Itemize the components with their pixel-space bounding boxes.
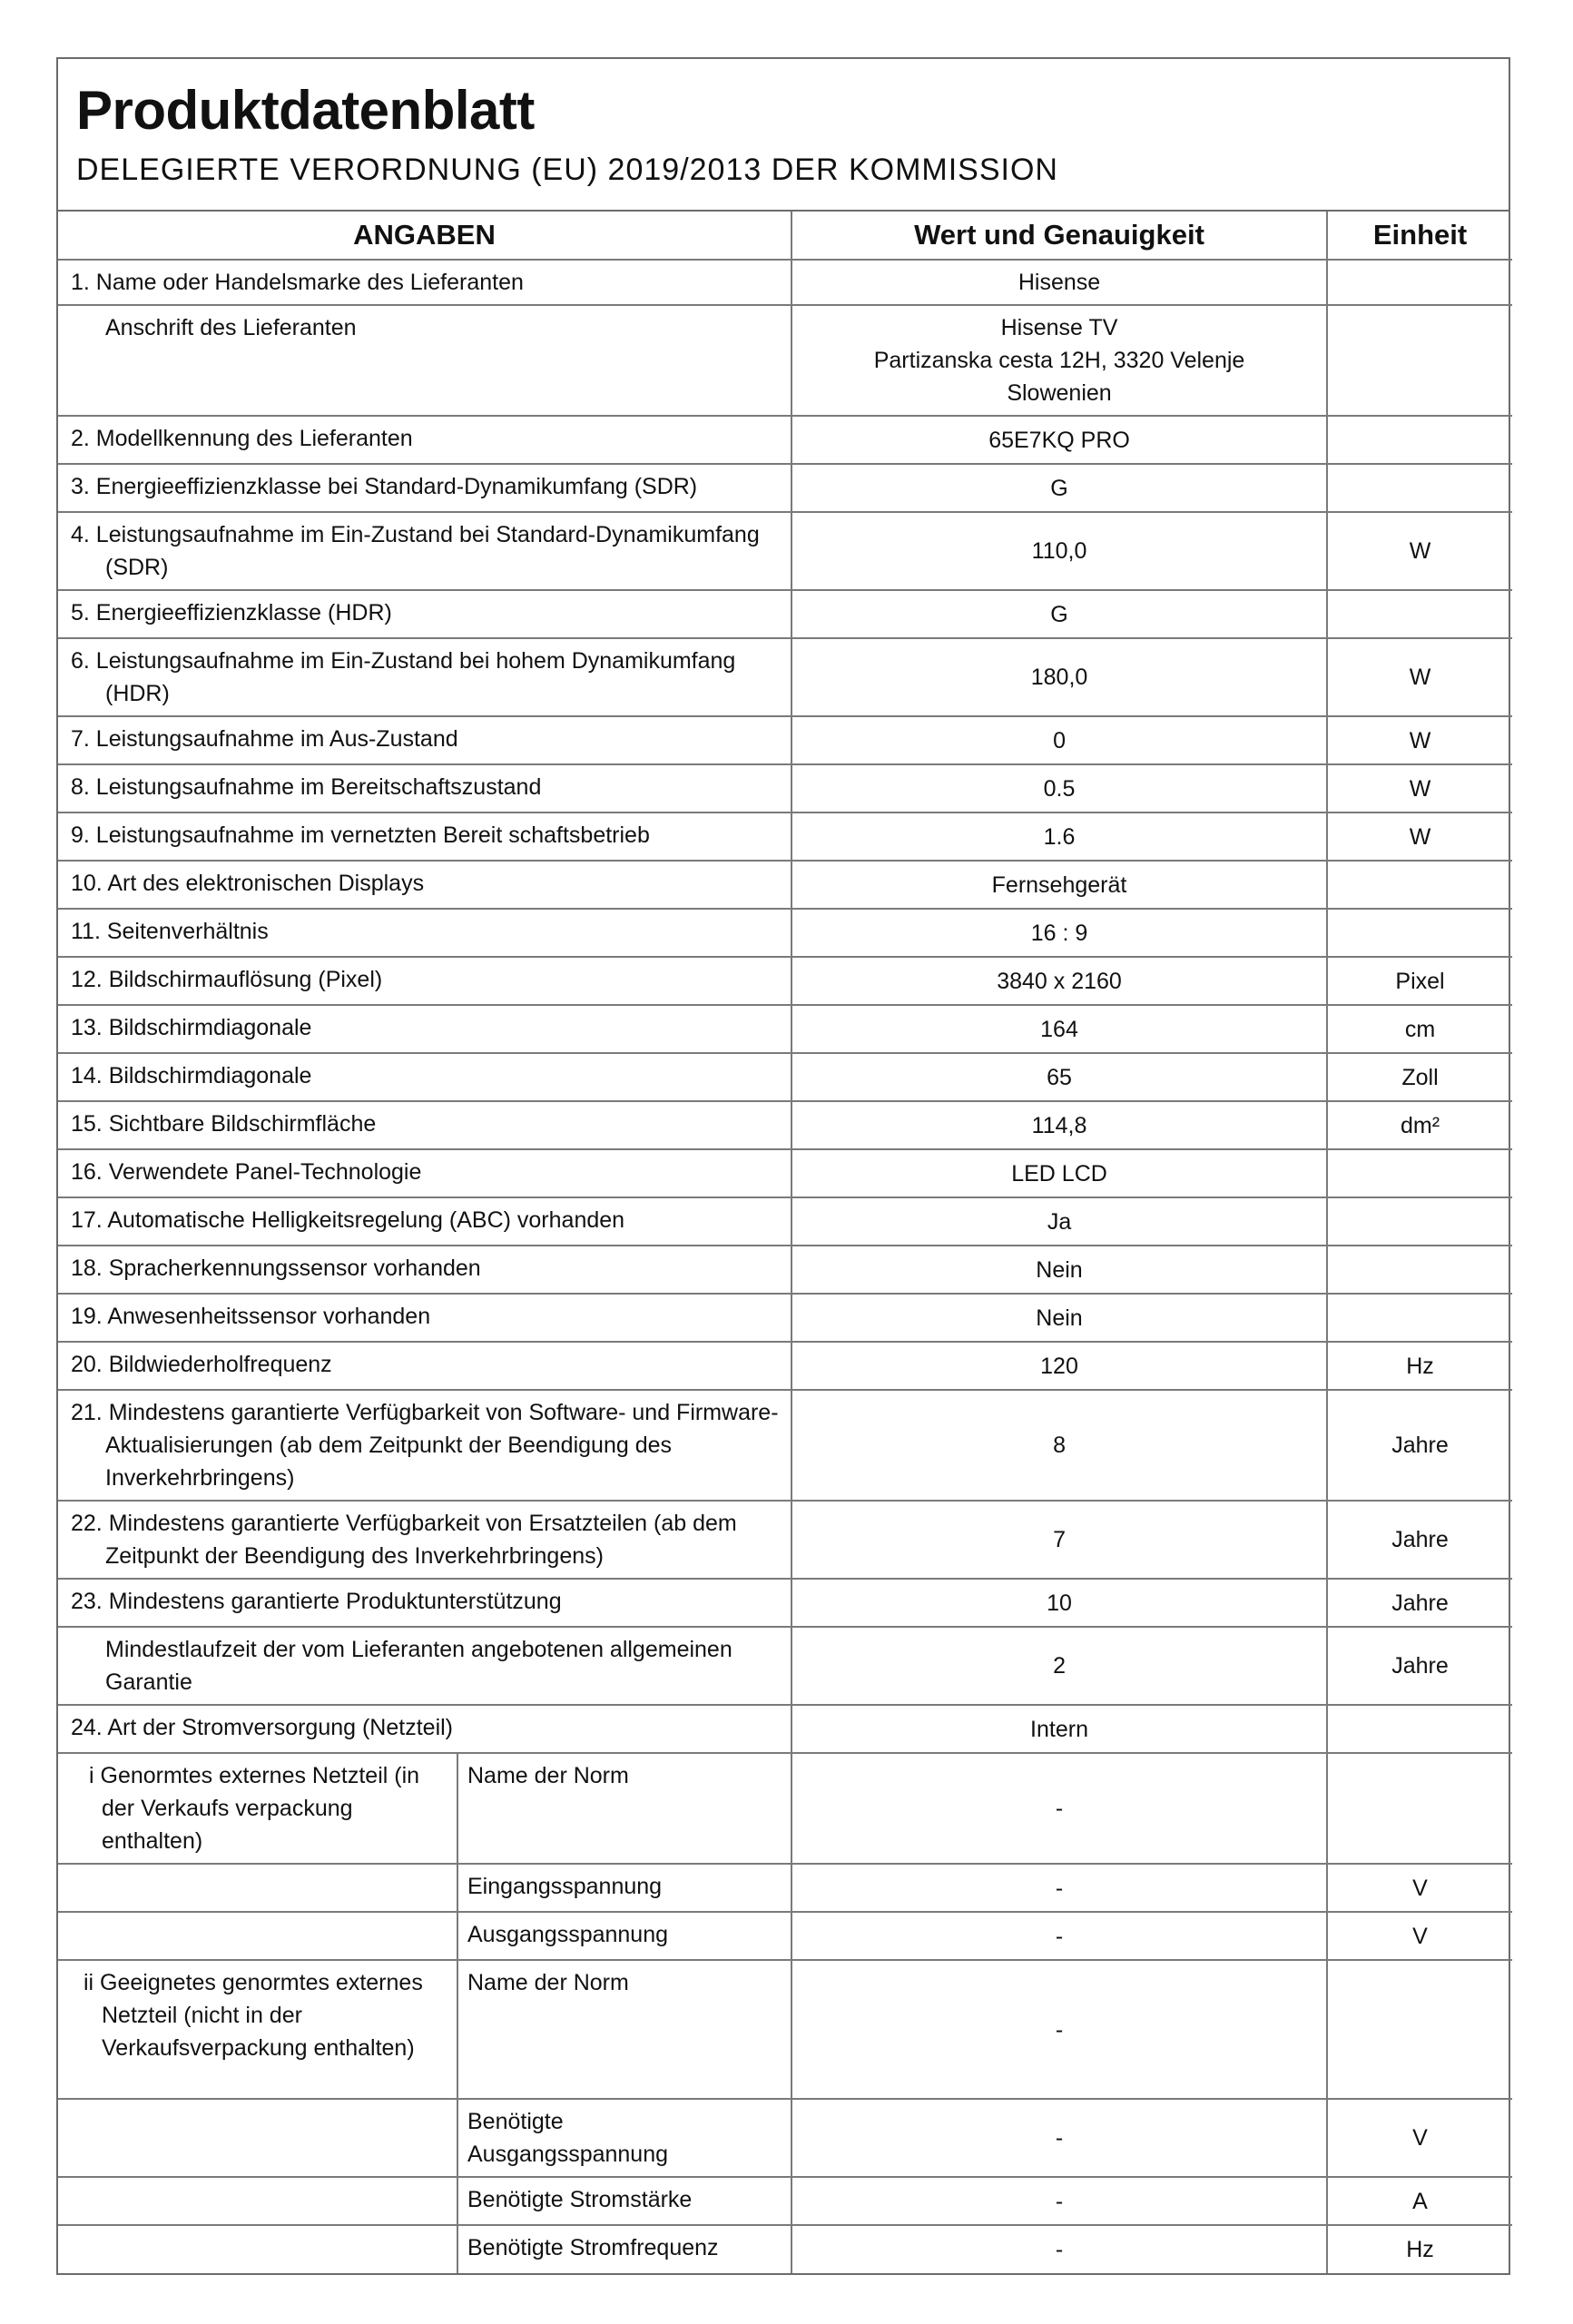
param-unit: A <box>1327 2177 1512 2225</box>
row-unit <box>1327 464 1512 512</box>
row-unit: Jahre <box>1327 1390 1512 1501</box>
param-label: Benötigte Stromstärke <box>457 2177 791 2225</box>
row-value: 10 <box>791 1579 1327 1627</box>
param-unit: V <box>1327 1912 1512 1960</box>
row-unit <box>1327 1294 1512 1342</box>
table-row <box>58 909 1512 957</box>
row-label: 10. Art des elektronischen Displays <box>58 861 791 909</box>
row-value: Fernsehgerät <box>791 861 1327 909</box>
param-label: Name der Norm <box>457 1960 791 2099</box>
table-row <box>58 590 1512 638</box>
power-supply-row <box>58 2099 1512 2177</box>
table-row <box>58 957 1512 1005</box>
power-supply-group-i-label: i Genormtes externes Netzteil (in der Verkaufs verpackung enthalten) <box>58 1753 457 1864</box>
table-row <box>58 1197 1512 1246</box>
row-value: 7 <box>791 1501 1327 1579</box>
row-value: G <box>791 590 1327 638</box>
power-supply-row <box>58 1864 1512 1912</box>
power-supply-row <box>58 2177 1512 2225</box>
empty-cell <box>58 1912 457 1960</box>
param-label: Benötigte Stromfrequenz <box>457 2225 791 2273</box>
row-unit: W <box>1327 512 1512 590</box>
column-header-angaben: ANGABEN <box>58 212 791 260</box>
row-value: 65E7KQ PRO <box>791 416 1327 464</box>
row-unit: W <box>1327 764 1512 812</box>
row-unit: Zoll <box>1327 1053 1512 1101</box>
table-row <box>58 1246 1512 1294</box>
param-value: - <box>791 2177 1327 2225</box>
table-row <box>58 1342 1512 1390</box>
row-value: 114,8 <box>791 1101 1327 1149</box>
power-supply-row <box>58 1960 1512 2099</box>
param-value: - <box>791 2225 1327 2273</box>
row-value: 8 <box>791 1390 1327 1501</box>
row-unit: W <box>1327 716 1512 764</box>
row-label: 21. Mindestens garantierte Verfügbarkeit von Software- und Firmware-Aktualisierungen (ab dem Zeitpunkt der Beendigung des Inverkehrbringens) <box>58 1390 791 1501</box>
empty-cell <box>58 1864 457 1912</box>
param-unit: V <box>1327 2099 1512 2177</box>
row-value: 164 <box>791 1005 1327 1053</box>
row-value: Ja <box>791 1197 1327 1246</box>
row-label: 11. Seitenverhältnis <box>58 909 791 957</box>
row-unit: Jahre <box>1327 1501 1512 1579</box>
param-label <box>457 2099 791 2177</box>
table-row <box>58 1705 1512 1753</box>
table-row <box>58 812 1512 861</box>
address-line: Hisense TV <box>1000 315 1118 340</box>
row-value: 65 <box>791 1053 1327 1101</box>
table-row <box>58 716 1512 764</box>
row-unit: Hz <box>1327 1342 1512 1390</box>
row-label: 18. Spracherkennungssensor vorhanden <box>58 1246 791 1294</box>
table-row <box>58 1005 1512 1053</box>
row-value: 180,0 <box>791 638 1327 716</box>
empty-cell <box>58 2099 457 2177</box>
row-value: 0.5 <box>791 764 1327 812</box>
table-row <box>58 464 1512 512</box>
empty-cell <box>58 2177 457 2225</box>
row-unit <box>1327 909 1512 957</box>
row-value: G <box>791 464 1327 512</box>
row-value: 120 <box>791 1342 1327 1390</box>
row-label: Mindestlaufzeit der vom Lieferanten angebotenen allgemeinen Garantie <box>58 1627 791 1705</box>
row-unit <box>1327 416 1512 464</box>
row-label: 19. Anwesenheitssensor vorhanden <box>58 1294 791 1342</box>
row-label: 20. Bildwiederholfrequenz <box>58 1342 791 1390</box>
table-row <box>58 1579 1512 1627</box>
table-row <box>58 1501 1512 1579</box>
row-value: 3840 x 2160 <box>791 957 1327 1005</box>
param-value: - <box>791 1753 1327 1864</box>
power-supply-row <box>58 2225 1512 2273</box>
row-unit <box>1327 1246 1512 1294</box>
address-line: Slowenien <box>1007 380 1112 406</box>
param-unit <box>1327 1753 1512 1864</box>
param-label-text: Benötigte Ausgangsspannung <box>467 2109 669 2167</box>
param-value: - <box>791 1960 1327 2099</box>
row-label: 16. Verwendete Panel-Technologie <box>58 1149 791 1197</box>
table-row <box>58 861 1512 909</box>
table-row <box>58 638 1512 716</box>
param-label: Eingangsspannung <box>457 1864 791 1912</box>
row-unit: cm <box>1327 1005 1512 1053</box>
page-title: Produktdatenblatt <box>76 80 535 141</box>
param-label: Name der Norm <box>457 1753 791 1864</box>
power-supply-row <box>58 1753 1512 1864</box>
row-label: 1. Name oder Handelsmarke des Lieferanten <box>58 260 791 305</box>
row-value: 2 <box>791 1627 1327 1705</box>
param-label: Ausgangsspannung <box>457 1912 791 1960</box>
row-label: 23. Mindestens garantierte Produktunterstützung <box>58 1579 791 1627</box>
column-header-wert: Wert und Genauigkeit <box>791 212 1327 260</box>
param-unit: Hz <box>1327 2225 1512 2273</box>
param-value: - <box>791 2099 1327 2177</box>
table-row <box>58 305 1512 416</box>
table-row <box>58 1053 1512 1101</box>
row-label: 17. Automatische Helligkeitsregelung (ABC) vorhanden <box>58 1197 791 1246</box>
table-row <box>58 1149 1512 1197</box>
row-unit: Jahre <box>1327 1627 1512 1705</box>
table-row <box>58 260 1512 305</box>
row-label: 2. Modellkennung des Lieferanten <box>58 416 791 464</box>
row-label: Anschrift des Lieferanten <box>58 305 791 416</box>
spec-table <box>58 212 1512 2273</box>
param-value: - <box>791 1864 1327 1912</box>
row-label: 12. Bildschirmauflösung (Pixel) <box>58 957 791 1005</box>
row-label: 5. Energieeffizienzklasse (HDR) <box>58 590 791 638</box>
row-value: 1.6 <box>791 812 1327 861</box>
row-label: 9. Leistungsaufnahme im vernetzten Bereit schaftsbetrieb <box>58 812 791 861</box>
row-label: 22. Mindestens garantierte Verfügbarkeit von Ersatzteilen (ab dem Zeitpunkt der Beendigung des Inverkehrbringens) <box>58 1501 791 1579</box>
table-row <box>58 416 1512 464</box>
row-unit: Jahre <box>1327 1579 1512 1627</box>
row-unit <box>1327 861 1512 909</box>
row-unit <box>1327 1149 1512 1197</box>
power-supply-group-ii-label: ii Geeignetes genormtes externes Netzteil (nicht in der Verkaufsverpackung enthalten) <box>58 1960 457 2099</box>
row-label: 3. Energieeffizienzklasse bei Standard-Dynamikumfang (SDR) <box>58 464 791 512</box>
row-label: 4. Leistungsaufnahme im Ein-Zustand bei Standard-Dynamikumfang (SDR) <box>58 512 791 590</box>
row-label: 7. Leistungsaufnahme im Aus-Zustand <box>58 716 791 764</box>
table-row <box>58 764 1512 812</box>
row-value: 16 : 9 <box>791 909 1327 957</box>
row-unit <box>1327 1705 1512 1753</box>
table-row <box>58 1101 1512 1149</box>
row-label: 13. Bildschirmdiagonale <box>58 1005 791 1053</box>
row-unit: W <box>1327 812 1512 861</box>
table-row <box>58 1294 1512 1342</box>
param-value: - <box>791 1912 1327 1960</box>
table-row <box>58 1627 1512 1705</box>
empty-cell <box>58 2225 457 2273</box>
row-label: 15. Sichtbare Bildschirmfläche <box>58 1101 791 1149</box>
address-line: Partizanska cesta 12H, 3320 Velenje <box>873 348 1245 373</box>
param-unit: V <box>1327 1864 1512 1912</box>
table-row <box>58 512 1512 590</box>
row-label: 8. Leistungsaufnahme im Bereitschaftszustand <box>58 764 791 812</box>
row-value: Hisense <box>791 260 1327 305</box>
row-unit <box>1327 305 1512 416</box>
row-value: Nein <box>791 1294 1327 1342</box>
row-unit: dm² <box>1327 1101 1512 1149</box>
row-unit: W <box>1327 638 1512 716</box>
row-value: LED LCD <box>791 1149 1327 1197</box>
row-value: Intern <box>791 1705 1327 1753</box>
row-label: 24. Art der Stromversorgung (Netzteil) <box>58 1705 791 1753</box>
table-header-row <box>58 212 1512 260</box>
row-unit: Pixel <box>1327 957 1512 1005</box>
table-row <box>58 1390 1512 1501</box>
row-label: 6. Leistungsaufnahme im Ein-Zustand bei hohem Dynamikumfang (HDR) <box>58 638 791 716</box>
row-value-address <box>791 305 1327 416</box>
row-value: 110,0 <box>791 512 1327 590</box>
row-unit <box>1327 260 1512 305</box>
row-unit <box>1327 590 1512 638</box>
regulation-subtitle: DELEGIERTE VERORDNUNG (EU) 2019/2013 DER KOMMISSION <box>76 153 1058 187</box>
title-block <box>58 59 1509 212</box>
row-value: 0 <box>791 716 1327 764</box>
power-supply-row <box>58 1912 1512 1960</box>
column-header-einheit: Einheit <box>1327 212 1512 260</box>
param-unit <box>1327 1960 1512 2099</box>
product-data-sheet <box>56 57 1510 2275</box>
row-label: 14. Bildschirmdiagonale <box>58 1053 791 1101</box>
row-value: Nein <box>791 1246 1327 1294</box>
row-unit <box>1327 1197 1512 1246</box>
